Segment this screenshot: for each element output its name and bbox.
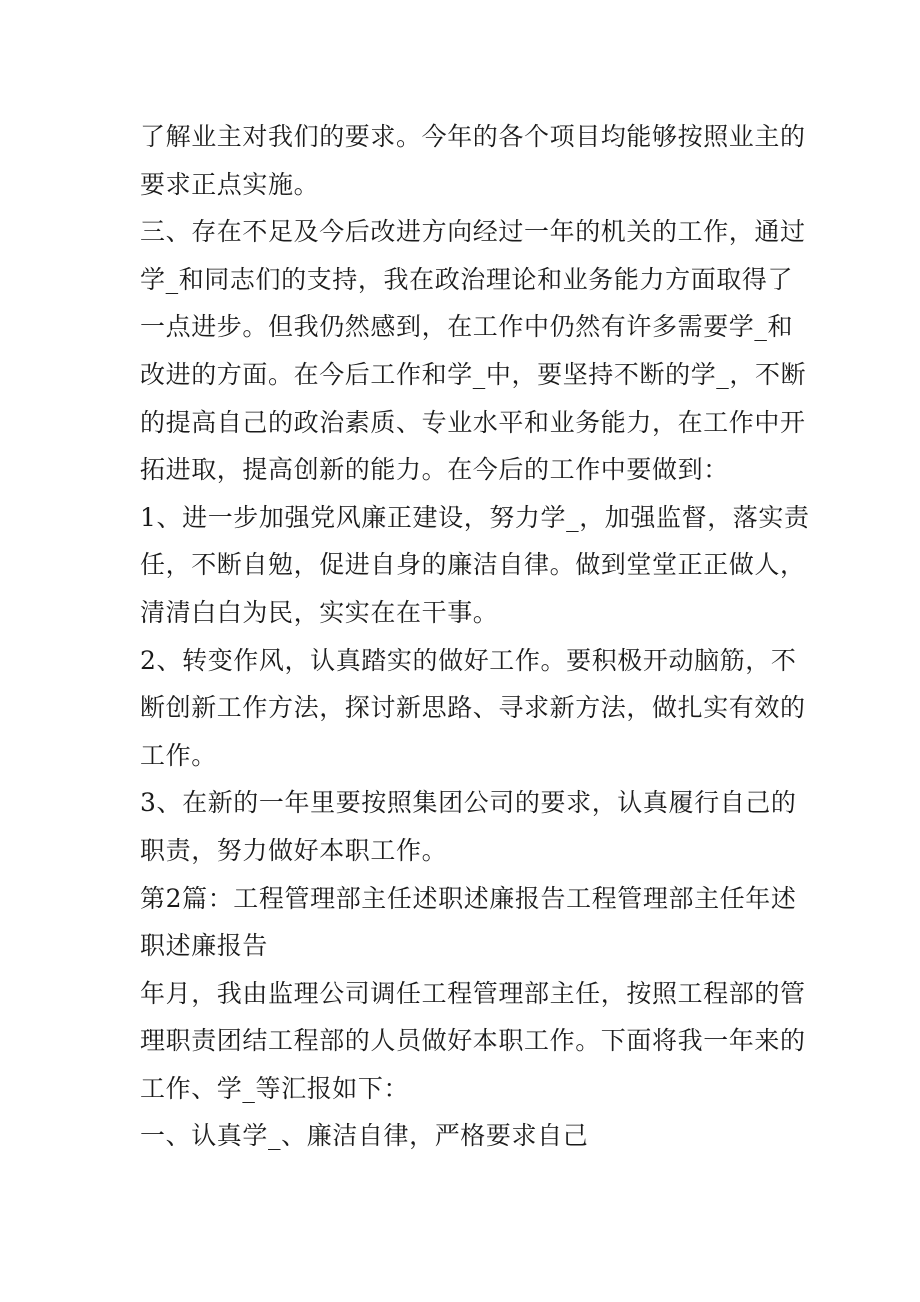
document-body [140,113,810,1160]
section-heading-line: 一、认真学_、廉洁自律，严格要求自己 [140,1121,589,1151]
list-item-line: 1、进一步加强党风廉正建设，努力学_，加强监督，落实责 [140,502,810,532]
text-line: 要求正点实施。 [140,169,320,199]
chapter-title-line: 第2篇：工程管理部主任述职述廉报告工程管理部主任年述 [140,883,797,913]
text-line: 职责，努力做好本职工作。 [140,835,448,865]
text-line: 断创新工作方法，探讨新思路、寻求新方法，做扎实有效的 [140,693,806,723]
text-line: 一点进步。但我仍然感到，在工作中仍然有许多需要学_和 [140,312,794,342]
text-line: 拓进取，提高创新的能力。在今后的工作中要做到： [140,455,729,485]
text-line: 了解业主对我们的要求。今年的各个项目均能够按照业主的 [140,122,806,151]
text-line: 的提高自己的政治素质、专业水平和业务能力，在工作中开 [140,407,806,437]
text-line: 理职责团结工程部的人员做好本职工作。下面将我一年来的 [140,1026,806,1056]
list-item-line: 3、在新的一年里要按照集团公司的要求，认真履行自己的 [140,788,797,818]
text-line: 清清白白为民，实实在在干事。 [140,597,499,627]
text-line: 学_和同志们的支持，我在政治理论和业务能力方面取得了 [140,264,794,294]
section-heading-line: 三、存在不足及今后改进方向经过一年的机关的工作，通过 [140,217,806,247]
chapter-title-line: 职述廉报告 [140,931,269,961]
list-item-line: 2、转变作风，认真踏实的做好工作。要积极开动脑筋，不 [140,645,797,675]
text-line: 工作、学_等汇报如下： [140,1073,410,1103]
text-line: 任，不断自勉，促进自身的廉洁自律。做到堂堂正正做人， [140,550,806,580]
text-line: 工作。 [140,740,217,770]
text-line: 年月，我由监理公司调任工程管理部主任，按照工程部的管 [140,978,806,1008]
text-line: 改进的方面。在今后工作和学_中，要坚持不断的学_，不断 [140,359,807,389]
